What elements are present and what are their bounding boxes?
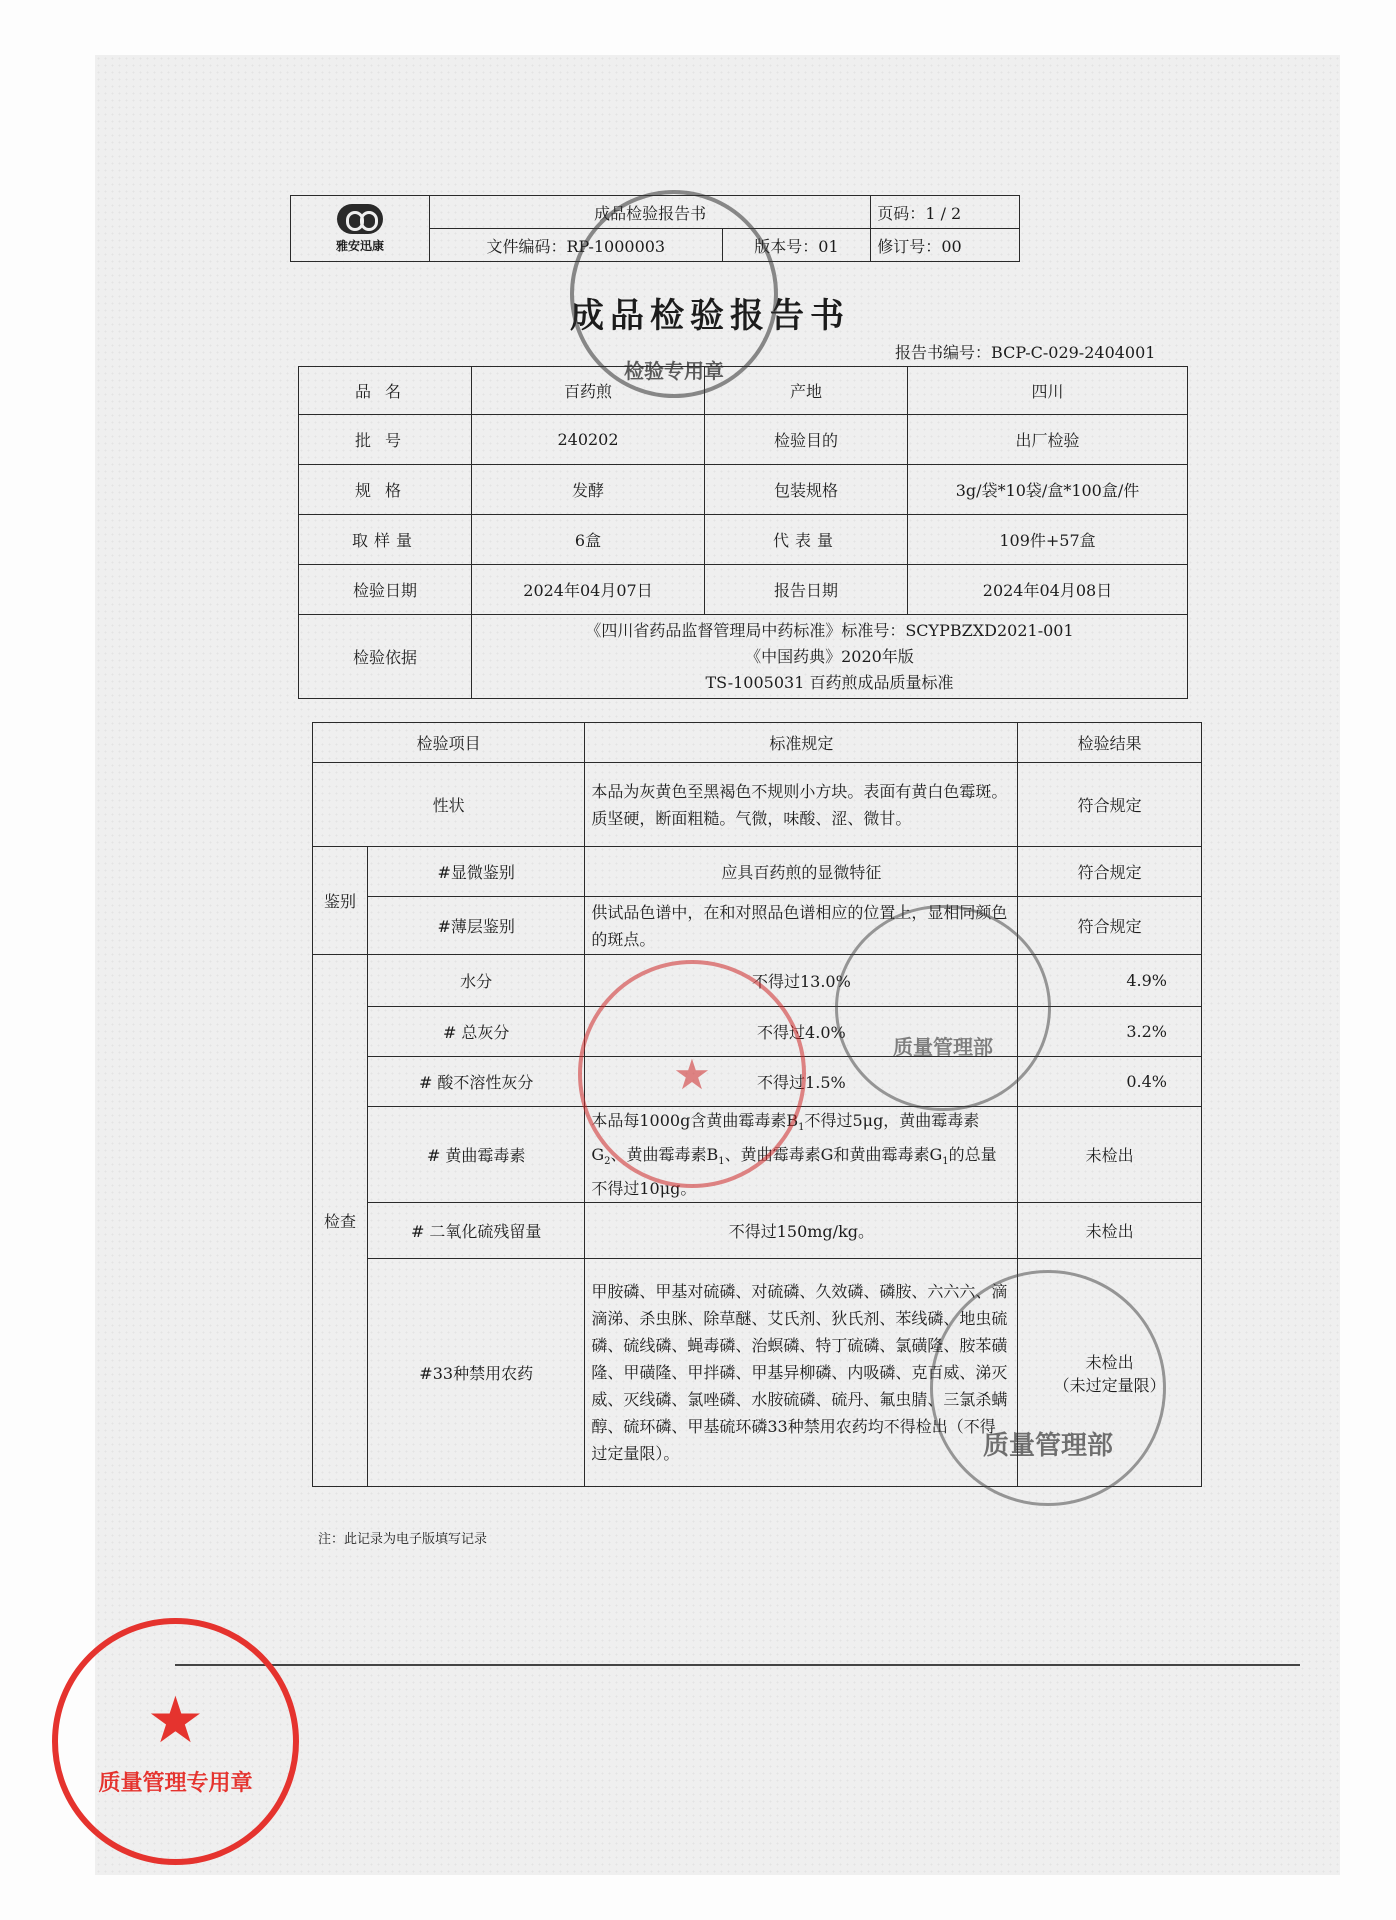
company-logo-text: 雅安迅康 [335,238,384,253]
page-number: 1 / 2 [925,203,962,223]
result-microscopic: 符合规定 [1018,847,1202,897]
item-microscopic: #显微鉴别 [368,847,585,897]
result-so2-residue: 未检出 [1018,1203,1202,1259]
company-logo-icon [337,204,383,234]
result-aflatoxin: 未检出 [1018,1107,1202,1203]
specification: 发酵 [472,465,705,515]
result-tlc: 符合规定 [1018,897,1202,955]
inspection-purpose: 出厂检验 [908,415,1188,465]
item-moisture: 水分 [368,955,585,1007]
label-batch: 批号 [299,415,472,465]
standard-total-ash: 不得过4.0% [585,1007,1018,1057]
report-date: 2024年04月08日 [908,565,1188,615]
revision-number: 00 [941,236,962,256]
col-standard: 标准规定 [585,723,1018,763]
aflatoxin-sub-g2: 1 [942,1156,949,1168]
aflatoxin-text-1: 本品每1000g含黄曲霉毒素B [591,1111,799,1130]
page-number-label: 页码： [877,203,926,223]
file-code-label: 文件编码： [486,236,567,256]
sample-quantity: 6盒 [472,515,705,565]
star-icon: ★ [673,1049,711,1099]
footnote: 注：此记录为电子版填写记录 [318,1532,488,1547]
aflatoxin-text-2: 不得过5μg，黄曲霉毒素G [591,1111,980,1165]
divider-line [175,1664,1300,1666]
report-number: BCP-C-029-2404001 [991,343,1156,362]
result-acid-insoluble-ash: 0.4% [1018,1057,1202,1107]
item-aflatoxin: # 黄曲霉毒素 [368,1107,585,1203]
label-report-date: 报告日期 [705,565,908,615]
file-code: RP-1000003 [566,236,666,256]
basis-line-1: 《四川省药品监督管理局中药标准》标准号：SCYPBZXD2021-001 [585,620,1074,640]
origin: 四川 [908,367,1188,415]
label-product-name: 品名 [299,367,472,415]
pesticides-result-note: （未过定量限） [1053,1375,1166,1395]
quality-dept-stamp-1-text: 质量管理部 [893,1035,993,1059]
jiangxi-supplier-stamp [578,960,806,1188]
label-package: 包装规格 [705,465,908,515]
aflatoxin-sub-b1: 1 [798,1122,805,1134]
pesticides-result: 未检出 [1085,1352,1134,1372]
standard-so2-residue: 不得过150mg/kg。 [585,1203,1018,1259]
standard-character: 本品为灰黄色至黑褐色不规则小方块。表面有黄白色霉斑。质坚硬，断面粗糙。气微，味酸、涩、微甘。 [585,763,1018,847]
version-label: 版本号： [754,236,819,256]
report-number-label: 报告书编号： [895,343,992,362]
version-number: 01 [818,236,839,256]
item-so2-residue: # 二氧化硫残留量 [368,1203,585,1259]
inspection-seal-stamp [570,190,778,398]
inspection-date: 2024年04月07日 [472,565,705,615]
quality-dept-stamp-2-text: 质量管理部 [982,1430,1113,1461]
item-character: 性状 [313,763,585,847]
result-moisture: 4.9% [1018,955,1202,1007]
standard-moisture: 不得过13.0% [585,955,1018,1007]
standard-banned-pesticides: 甲胺磷、甲基对硫磷、对硫磷、久效磷、磷胺、六六六、滴滴涕、杀虫脒、除草醚、艾氏剂、狄氏剂、苯线磷、地虫硫磷、硫线磷、蝇毒磷、治螟磷、特丁硫磷、氯磺隆、胺苯磺隆、甲磺隆、甲拌磷、甲基异柳磷、内吸磷、克百威、涕灭威、灭线磷、氯唑磷、水胺硫磷、硫丹、氟虫腈、三氯杀螨醇、硫环磷、甲基硫环磷33种禁用农药均不得检出（不得过定量限）。 [585,1259,1018,1487]
page-title: 成品检验报告书 [570,296,850,336]
label-basis: 检验依据 [299,615,472,699]
result-character: 符合规定 [1018,763,1202,847]
red-star-icon: ★ [146,1684,205,1758]
label-spec: 规格 [299,465,472,515]
company-logo-cell [291,196,430,262]
distributor-stamp-text: 质量管理专用章 [98,1771,253,1796]
aflatoxin-text-4: 、黄曲霉毒素G和黄曲霉毒素G [724,1145,943,1165]
label-origin: 产地 [705,367,908,415]
item-banned-pesticides: #33种禁用农药 [368,1259,585,1487]
distributor-quality-stamp [52,1618,299,1865]
col-item: 检验项目 [313,723,585,763]
batch-number: 240202 [472,415,705,465]
quality-dept-stamp-2 [930,1270,1166,1506]
aflatoxin-text-5: 的总量不得过10μg。 [591,1145,997,1199]
result-total-ash: 3.2% [1018,1007,1202,1057]
basis-line-3: TS-1005031 百药煎成品质量标准 [705,672,954,692]
represent-quantity: 109件+57盒 [908,515,1188,565]
product-name: 百药煎 [472,367,705,415]
quality-dept-stamp-1 [835,905,1051,1111]
item-tlc: #薄层鉴别 [368,897,585,955]
label-sample-qty: 取样量 [299,515,472,565]
product-info-table [298,366,1188,699]
item-total-ash: # 总灰分 [368,1007,585,1057]
inspection-seal-text: 检验专用章 [624,358,724,383]
header-form-title: 成品检验报告书 [430,196,871,229]
standard-acid-insoluble-ash: 不得过1.5% [585,1057,1018,1107]
basis-line-2: 《中国药典》2020年版 [745,646,914,666]
standard-tlc: 供试品色谱中，在和对照品色谱相应的位置上，显相同颜色的斑点。 [585,897,1018,955]
label-purpose: 检验目的 [705,415,908,465]
col-result: 检验结果 [1018,723,1202,763]
group-examination: 检查 [313,955,368,1487]
item-acid-insoluble-ash: # 酸不溶性灰分 [368,1057,585,1107]
label-inspection-date: 检验日期 [299,565,472,615]
standard-microscopic: 应具百药煎的显微特征 [585,847,1018,897]
group-identification: 鉴别 [313,847,368,955]
label-represent-qty: 代表量 [705,515,908,565]
aflatoxin-text-3: 、黄曲霉毒素B [610,1145,719,1165]
revision-label: 修订号： [877,236,942,256]
package-spec: 3g/袋*10袋/盒*100盒/件 [908,465,1188,515]
aflatoxin-sub-g1: 1 [718,1156,725,1168]
aflatoxin-sub-b2: 2 [604,1156,611,1168]
